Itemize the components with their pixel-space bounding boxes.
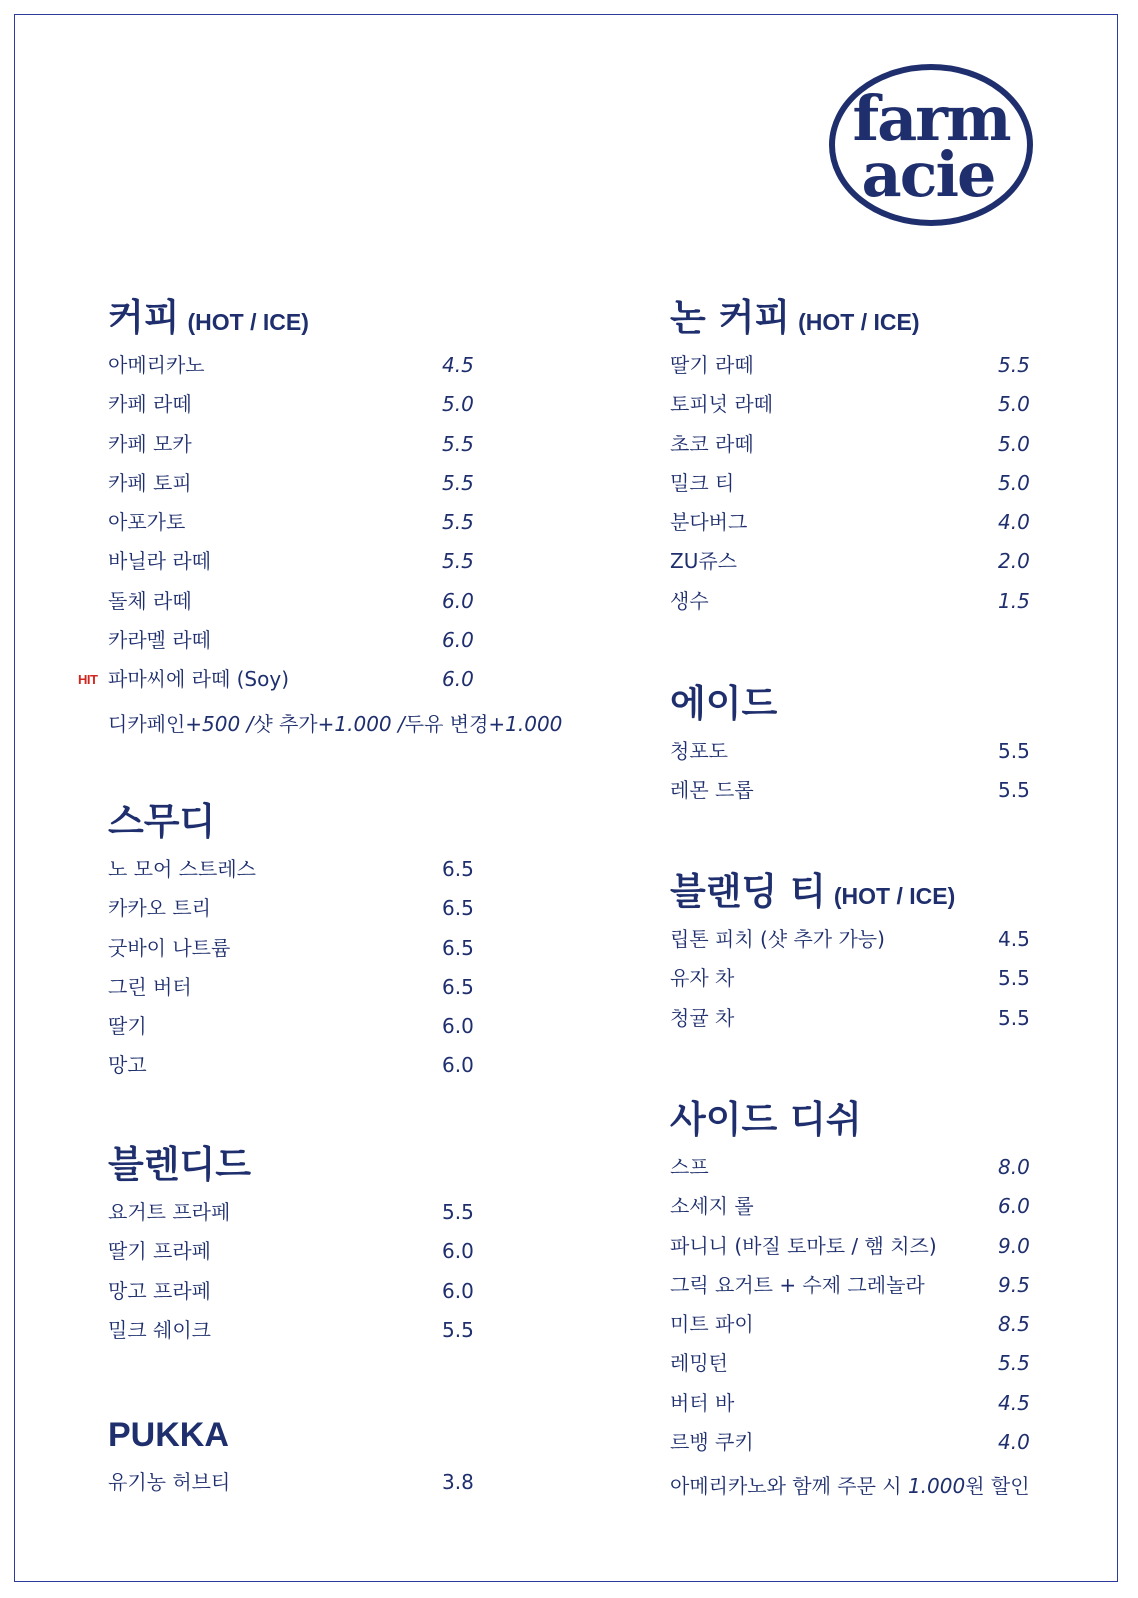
- menu-item: 파니니 (바질 토마토 / 햄 치즈) 9.0: [670, 1233, 1030, 1258]
- menu-item: 레몬 드롭 5.5: [670, 778, 1030, 803]
- section-coffee: [78, 296, 563, 737]
- menu-item: 초코 라떼 5.0: [670, 431, 1030, 456]
- menu-item: 토피넛 라떼 5.0: [670, 392, 1030, 417]
- menu-item: 청귤 차 5.5: [670, 1005, 1030, 1030]
- logo-line1: farm: [852, 82, 1010, 155]
- section-ade: [670, 682, 1040, 811]
- menu-item: 카카오 트리 6.5: [108, 896, 474, 921]
- menu-item: 굿바이 나트륨 6.5: [108, 935, 474, 960]
- section-title: 사이드 디쉬: [670, 1098, 862, 1141]
- menu-item: 요거트 프라페 5.5: [108, 1200, 474, 1224]
- menu-item: 스프 8.0: [670, 1155, 1030, 1179]
- section-noncoffee: [670, 296, 1040, 621]
- menu-item: ZU쥬스 2.0: [670, 549, 1030, 574]
- menu-item: 생수 1.5: [670, 588, 1030, 613]
- coffee-options-note: 디카페인+500 /샷 추가+1.000 /두유 변경+1.000: [108, 711, 563, 736]
- menu-item: 밀크 티 5.0: [670, 470, 1030, 495]
- section-pukka: [108, 1413, 488, 1502]
- menu-item: 밀크 쉐이크 5.5: [108, 1317, 474, 1342]
- menu-item: 분다버그 4.0: [670, 510, 1030, 535]
- menu-item: 딸기 6.0: [108, 1014, 474, 1039]
- section-side-dish: [670, 1098, 1040, 1499]
- menu-item: 청포도 5.5: [670, 739, 1030, 763]
- menu-item-hit: HIT 파마씨에 라떼 (Soy) 6.0: [108, 660, 488, 699]
- menu-item: 망고 6.0: [108, 1053, 474, 1078]
- logo-line2: acie: [861, 138, 995, 211]
- menu-item: 카페 라떼 5.0: [108, 392, 474, 417]
- menu-item: 미트 파이 8.5: [670, 1312, 1030, 1337]
- menu-item: 레밍턴 5.5: [670, 1351, 1030, 1376]
- farmacie-logo: [826, 62, 1036, 228]
- menu-item: 딸기 라떼 5.5: [670, 353, 1030, 377]
- menu-item: 돌체 라떼 6.0: [108, 588, 474, 613]
- menu-item: 딸기 프라페 6.0: [108, 1239, 474, 1264]
- menu-item: 그린 버터 6.5: [108, 974, 474, 999]
- menu-item: 버터 바 4.5: [670, 1390, 1030, 1415]
- menu-item: 소세지 롤 6.0: [670, 1194, 1030, 1219]
- section-title: 블랜딩 티 (HOT / ICE): [670, 870, 956, 913]
- section-title: 스무디: [108, 800, 216, 843]
- menu-item: 르뱅 쿠키 4.0: [670, 1430, 1030, 1455]
- menu-item: 망고 프라페 6.0: [108, 1278, 474, 1303]
- hit-badge: HIT: [78, 672, 98, 688]
- americano-discount-note: 아메리카노와 함께 주문 시 1.000원 할인: [670, 1474, 1030, 1499]
- section-blending-tea: [670, 870, 1040, 1038]
- section-title: 블렌디드: [108, 1143, 251, 1186]
- menu-item: 카페 토피 5.5: [108, 470, 474, 495]
- section-smoothie: [108, 800, 488, 1086]
- menu-item: 바닐라 라떼 5.5: [108, 549, 474, 574]
- menu-item: 카라멜 라떼 6.0: [108, 628, 474, 653]
- section-blended: [108, 1143, 488, 1350]
- section-title: 에이드: [670, 682, 778, 725]
- section-title: PUKKA: [108, 1416, 229, 1454]
- section-title: 논 커피 (HOT / ICE): [670, 296, 920, 339]
- menu-item: 노 모어 스트레스 6.5: [108, 857, 474, 881]
- menu-item: 유기농 허브티 3.8: [108, 1470, 474, 1494]
- menu-item: 아포가토 5.5: [108, 510, 474, 535]
- menu-item: 카페 모카 5.5: [108, 431, 474, 456]
- menu-item: 그릭 요거트 + 수제 그레놀라 9.5: [670, 1272, 1030, 1297]
- menu-item: 유자 차 5.5: [670, 966, 1030, 991]
- menu-item: 아메리카노 4.5: [108, 353, 474, 377]
- menu-item: 립톤 피치 (샷 추가 가능) 4.5: [670, 927, 1030, 951]
- section-title: 커피 (HOT / ICE): [108, 296, 309, 339]
